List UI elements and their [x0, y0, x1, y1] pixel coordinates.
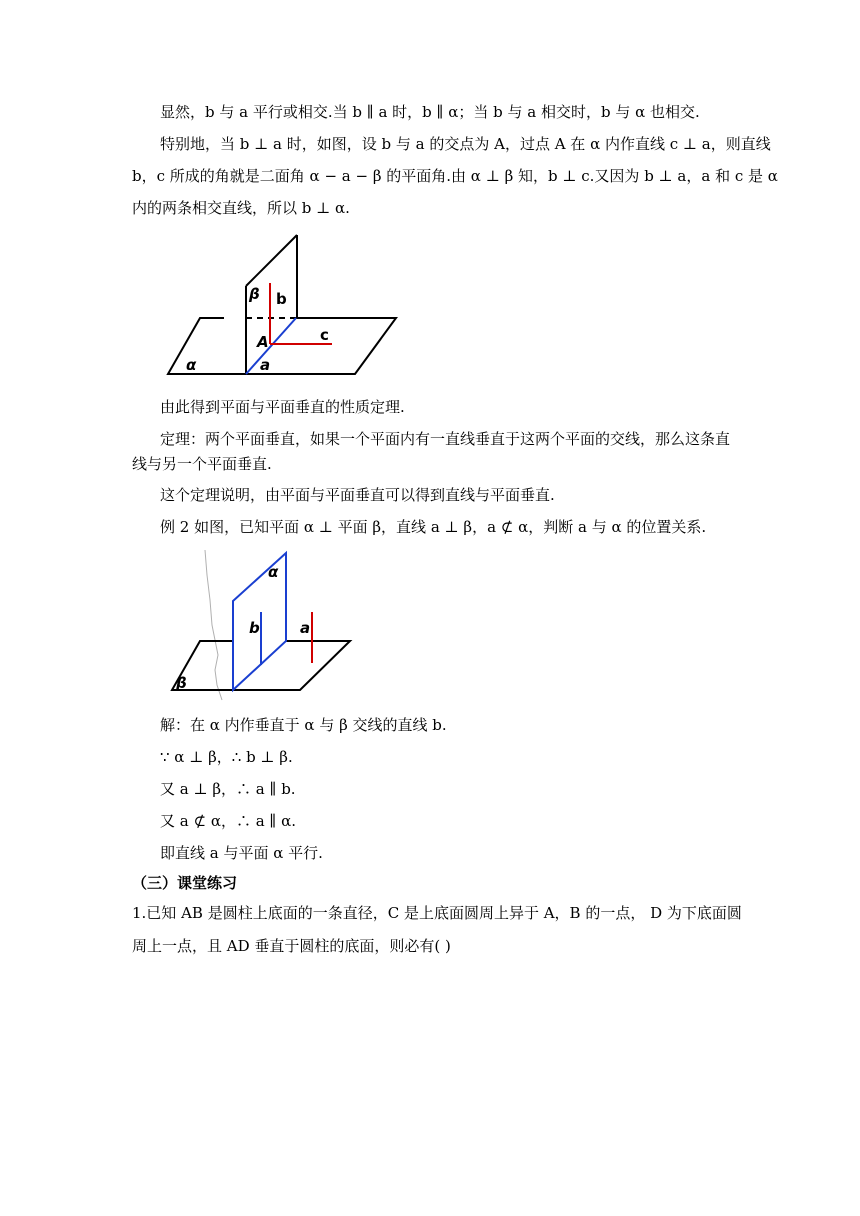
label-A: A	[257, 333, 269, 351]
plane-alpha	[168, 318, 396, 374]
plane-beta	[246, 235, 297, 374]
theorem-line-1: 定理：两个平面垂直，如果一个平面内有一直线垂直于这两个平面的交线，那么这条直	[160, 430, 731, 448]
exercise-1-line-1: 1.已知 AB 是圆柱上底面的一条直径，C 是上底面圆周上异于 A，B 的一点， D 为下底面圆	[132, 904, 742, 922]
label-a: a	[260, 356, 271, 374]
figure-2	[160, 545, 360, 705]
label-b: b	[276, 290, 287, 308]
label-beta: β	[176, 674, 187, 692]
label-alpha: α	[186, 356, 197, 374]
paragraph-2-line-1: 特别地，当 b ⊥ a 时，如图，设 b 与 a 的交点为 A，过点 A 在 α 内作直线 c ⊥ a，则直线	[160, 135, 771, 153]
solution-line-3: 又 a ⊥ β，∴ a ∥ b.	[160, 780, 296, 798]
paragraph-1: 显然，b 与 a 平行或相交.当 b ∥ a 时，b ∥ α；当 b 与 a 相交时，b 与 α 也相交.	[160, 103, 700, 121]
theorem-note: 这个定理说明，由平面与平面垂直可以得到直线与平面垂直.	[160, 486, 555, 504]
paragraph-2-line-2: b，c 所成的角就是二面角 α − a − β 的平面角.由 α ⊥ β 知，b ⊥ c.又因为 b ⊥ a，a 和 c 是 α	[132, 167, 778, 185]
scan-artifact-mark	[205, 550, 222, 700]
conclusion: 由此得到平面与平面垂直的性质定理.	[160, 398, 405, 416]
paragraph-2-line-3: 内的两条相交直线，所以 b ⊥ α.	[132, 199, 350, 217]
example-2: 例 2 如图，已知平面 α ⊥ 平面 β，直线 a ⊥ β，a ⊄ α，判断 a 与 α 的位置关系.	[160, 518, 707, 536]
theorem-line-2: 线与另一个平面垂直.	[132, 455, 272, 473]
label-a: a	[300, 619, 311, 637]
solution-line-1: 解：在 α 内作垂直于 α 与 β 交线的直线 b.	[160, 716, 447, 734]
solution-line-5: 即直线 a 与平面 α 平行.	[160, 844, 323, 862]
solution-line-2: ∵ α ⊥ β，∴ b ⊥ β.	[160, 748, 293, 766]
label-beta: β	[249, 285, 260, 303]
figure-1	[160, 225, 410, 385]
label-alpha: α	[268, 563, 279, 581]
label-b: b	[249, 619, 260, 637]
exercise-1-line-2: 周上一点，且 AD 垂直于圆柱的底面，则必有( )	[132, 937, 451, 955]
label-c: c	[320, 326, 329, 344]
section-heading: （三）课堂练习	[132, 874, 238, 892]
solution-line-4: 又 a ⊄ α，∴ a ∥ α.	[160, 812, 297, 830]
